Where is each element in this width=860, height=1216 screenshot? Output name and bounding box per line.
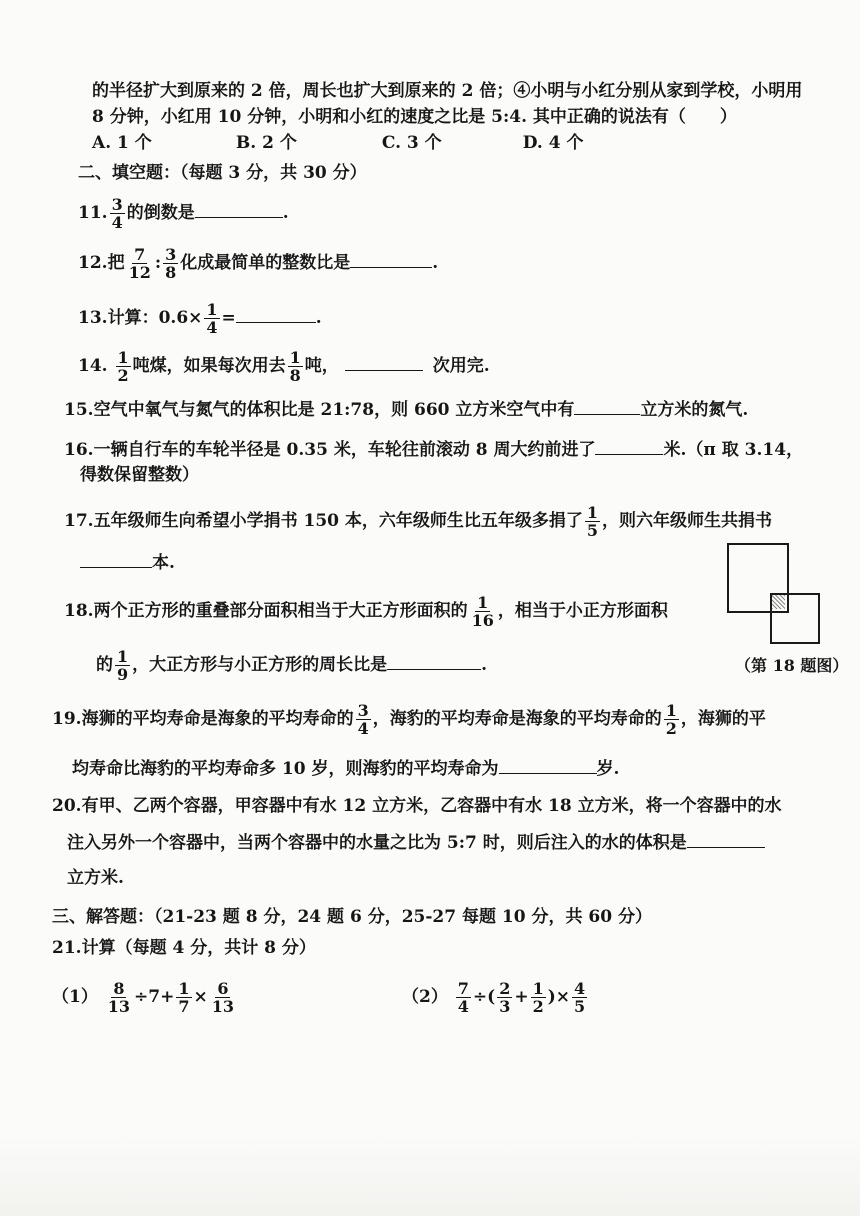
q16-text: 16.一辆自行车的车轮半径是 0.35 米，车轮往前滚动 8 周大约前进了 (64, 440, 596, 460)
q10-options (92, 132, 584, 154)
q15-end: 立方米的氮气. (640, 400, 749, 420)
q14-text-1: 吨煤，如果每次用去 (132, 356, 286, 376)
q21-p2-label: （2） (402, 987, 448, 1007)
q12-number: 12. (78, 253, 108, 273)
q14-f2-denominator: 8 (289, 366, 301, 385)
q17-denominator: 5 (586, 521, 599, 540)
q11-fraction (110, 196, 125, 231)
q18-pre: 的 (96, 655, 113, 675)
q14-f1-numerator: 1 (117, 348, 129, 367)
q18-f2-numerator: 1 (117, 647, 129, 666)
q14-answer-blank[interactable] (345, 354, 423, 371)
section2-title: 二、填空题：（每题 3 分，共 30 分） (78, 163, 367, 183)
question-15 (64, 398, 748, 421)
q19-end: 岁. (596, 759, 620, 779)
q18-fraction-2 (115, 648, 130, 683)
q18-text: 18.两个正方形的重叠部分面积相当于大正方形面积的 (64, 601, 468, 621)
question-12 (78, 246, 438, 281)
q21-part-2 (402, 980, 589, 1015)
q14-text-3: 次用完. (432, 356, 490, 376)
q20-text: 注入另外一个容器中，当两个容器中的水量之比为 5:7 时，则后注入的水的体积是 (67, 833, 687, 853)
q21-p2-b-num: 2 (499, 979, 511, 998)
q11-answer-blank[interactable] (195, 201, 283, 218)
q12-f2-denominator: 8 (165, 263, 177, 282)
q10-line1: 的半径扩大到原来的 2 倍，周长也扩大到原来的 2 倍；④小明与小红分别从家到学校，小明用 (92, 81, 803, 101)
q19-fraction-2 (664, 702, 679, 737)
q21-p1-a-den: 13 (107, 997, 131, 1016)
q19-text-a: 19.海狮的平均寿命是海象的平均寿命的 (52, 709, 354, 729)
q12-answer-blank[interactable] (350, 251, 432, 268)
q18-answer-blank[interactable] (387, 653, 481, 670)
q21-p2-frac-b (497, 980, 512, 1015)
q11-end: . (282, 203, 289, 223)
q13-fraction (204, 301, 219, 336)
section3-title: 三、解答题：（21-23 题 8 分，24 题 6 分，25-27 每题 10 分，共 60 分） (52, 907, 652, 927)
q14-f2-numerator: 1 (289, 348, 301, 367)
question-14 (78, 349, 490, 384)
q11-numerator: 3 (111, 195, 123, 214)
q13-end: . (315, 308, 322, 328)
question-19-line1 (52, 702, 766, 737)
q21-p2-frac-d (572, 980, 587, 1015)
q12-text: 化成最简单的整数比是 (180, 253, 351, 273)
question-17-line2 (80, 551, 175, 574)
q16-answer-blank[interactable] (595, 438, 663, 455)
q21-p1-frac-b (176, 980, 191, 1015)
question-16-line1 (64, 438, 803, 461)
q21-p1-frac-a (106, 980, 132, 1015)
q21-p2-frac-c (531, 980, 546, 1015)
question-19-line2 (72, 757, 619, 780)
option-a: A. 1 个 (92, 133, 152, 153)
q13-pre: 计算：0.6× (107, 308, 203, 328)
q18-f1-denominator: 16 (471, 611, 494, 630)
scan-shadow (0, 1135, 860, 1216)
q18-f1-numerator: 1 (477, 593, 489, 612)
question-11 (78, 196, 289, 231)
q20-answer-blank[interactable] (687, 831, 765, 848)
question-21-title: 21.计算（每题 4 分，共计 8 分） (52, 938, 316, 958)
q12-f1-denominator: 12 (128, 263, 151, 282)
q17-text-end: ，则六年级师生共捐书 (602, 511, 773, 531)
q18-text-end: ，相当于小正方形面积 (497, 601, 668, 621)
q13-number: 13. (78, 308, 108, 328)
q19-answer-blank[interactable] (499, 757, 597, 774)
q18-fraction-1 (470, 594, 496, 629)
q14-fraction-1 (116, 349, 131, 384)
q10-line2: 8 分钟，小红用 10 分钟，小明和小红的速度之比是 5:4. 其中正确的说法有（ ） (92, 107, 737, 127)
option-c: C. 3 个 (381, 133, 442, 153)
q19-f2-denominator: 2 (665, 719, 677, 738)
question-13 (78, 301, 322, 336)
q18-text-2: ，大正方形与小正方形的周长比是 (132, 655, 388, 675)
q21-p2-a-den: 4 (457, 997, 469, 1016)
q21-p2-d-num: 4 (574, 979, 586, 998)
question-18-line1 (64, 594, 668, 629)
q21-p2-a-num: 7 (457, 979, 469, 998)
q21-p2-op2: + (514, 987, 529, 1007)
q12-colon: : (154, 253, 162, 273)
q15-text: 15.空气中氧气与氮气的体积比是 21:78，则 660 立方米空气中有 (64, 400, 575, 420)
q21-p1-c-den: 13 (211, 997, 235, 1016)
question-18-line2 (96, 648, 487, 683)
question-20-line3: 立方米. (67, 868, 124, 888)
q16-end: 米.（π 取 3.14， (663, 440, 804, 460)
q12-end: . (432, 253, 439, 273)
q21-p2-b-den: 3 (499, 997, 511, 1016)
q11-number: 11. (78, 203, 108, 223)
q14-text-2: 吨， (304, 356, 339, 376)
q21-p1-a-num: 8 (113, 979, 125, 998)
q12-pre: 把 (107, 253, 125, 273)
question-20-line1: 20.有甲、乙两个容器，甲容器中有水 12 立方米，乙容器中有水 18 立方米，将一个容器中的水 (52, 796, 782, 816)
q11-denominator: 4 (111, 213, 123, 232)
q21-p2-op1: ÷( (472, 987, 496, 1007)
q19-text-2: 均寿命比海豹的平均寿命多 10 岁，则海豹的平均寿命为 (72, 759, 499, 779)
q21-p1-frac-c (210, 980, 236, 1015)
q21-p1-c-num: 6 (217, 979, 229, 998)
q15-answer-blank[interactable] (574, 398, 640, 415)
overlap-region (772, 595, 785, 609)
q19-text-c: ，海狮的平 (680, 709, 766, 729)
q21-p1-b-num: 1 (178, 979, 190, 998)
q19-f1-numerator: 3 (357, 701, 369, 720)
q21-p2-d-den: 5 (574, 997, 586, 1016)
q13-equals: = (221, 308, 236, 328)
q19-f1-denominator: 4 (357, 719, 369, 738)
q19-fraction-1 (356, 702, 371, 737)
q14-fraction-2 (288, 349, 303, 384)
q12-f2-numerator: 3 (165, 245, 177, 264)
question-16-line2: 得数保留整数） (80, 465, 199, 485)
option-b: B. 2 个 (235, 133, 297, 153)
q12-fraction-1 (127, 246, 153, 281)
question-20-line2 (67, 831, 765, 854)
q21-p2-op3: )× (547, 987, 571, 1007)
q21-p2-c-num: 1 (532, 979, 544, 998)
q21-p2-c-den: 2 (532, 997, 544, 1016)
q17-fraction (585, 504, 600, 539)
q21-p1-label: （1） (52, 987, 98, 1007)
q18-end: . (481, 655, 488, 675)
option-d: D. 4 个 (522, 133, 584, 153)
q21-p1-b-den: 7 (178, 997, 190, 1016)
question-17-line1 (64, 504, 772, 539)
q13-numerator: 1 (206, 300, 218, 319)
q19-text-b: ，海豹的平均寿命是海象的平均寿命的 (372, 709, 662, 729)
q18-figure-caption: （第 18 题图） (735, 656, 849, 675)
q17-numerator: 1 (586, 503, 599, 522)
q14-number: 14. (78, 356, 108, 376)
q14-f1-denominator: 2 (117, 366, 129, 385)
q18-f2-denominator: 9 (117, 665, 129, 684)
q17-end: 本. (152, 553, 175, 573)
q19-f2-numerator: 1 (665, 701, 677, 720)
q13-answer-blank[interactable] (236, 306, 316, 323)
q11-text: 的倒数是 (126, 203, 195, 223)
q12-f1-numerator: 7 (134, 245, 146, 264)
q21-p1-op2: × (193, 987, 208, 1007)
q13-denominator: 4 (206, 318, 218, 337)
q21-p2-frac-a (456, 980, 471, 1015)
q12-fraction-2 (163, 246, 178, 281)
q17-text: 17.五年级师生向希望小学捐书 150 本，六年级师生比五年级多捐了 (64, 511, 583, 531)
q17-answer-blank[interactable] (80, 551, 152, 568)
q21-p1-op1: ÷7+ (134, 987, 175, 1007)
q21-part-1 (52, 980, 238, 1015)
